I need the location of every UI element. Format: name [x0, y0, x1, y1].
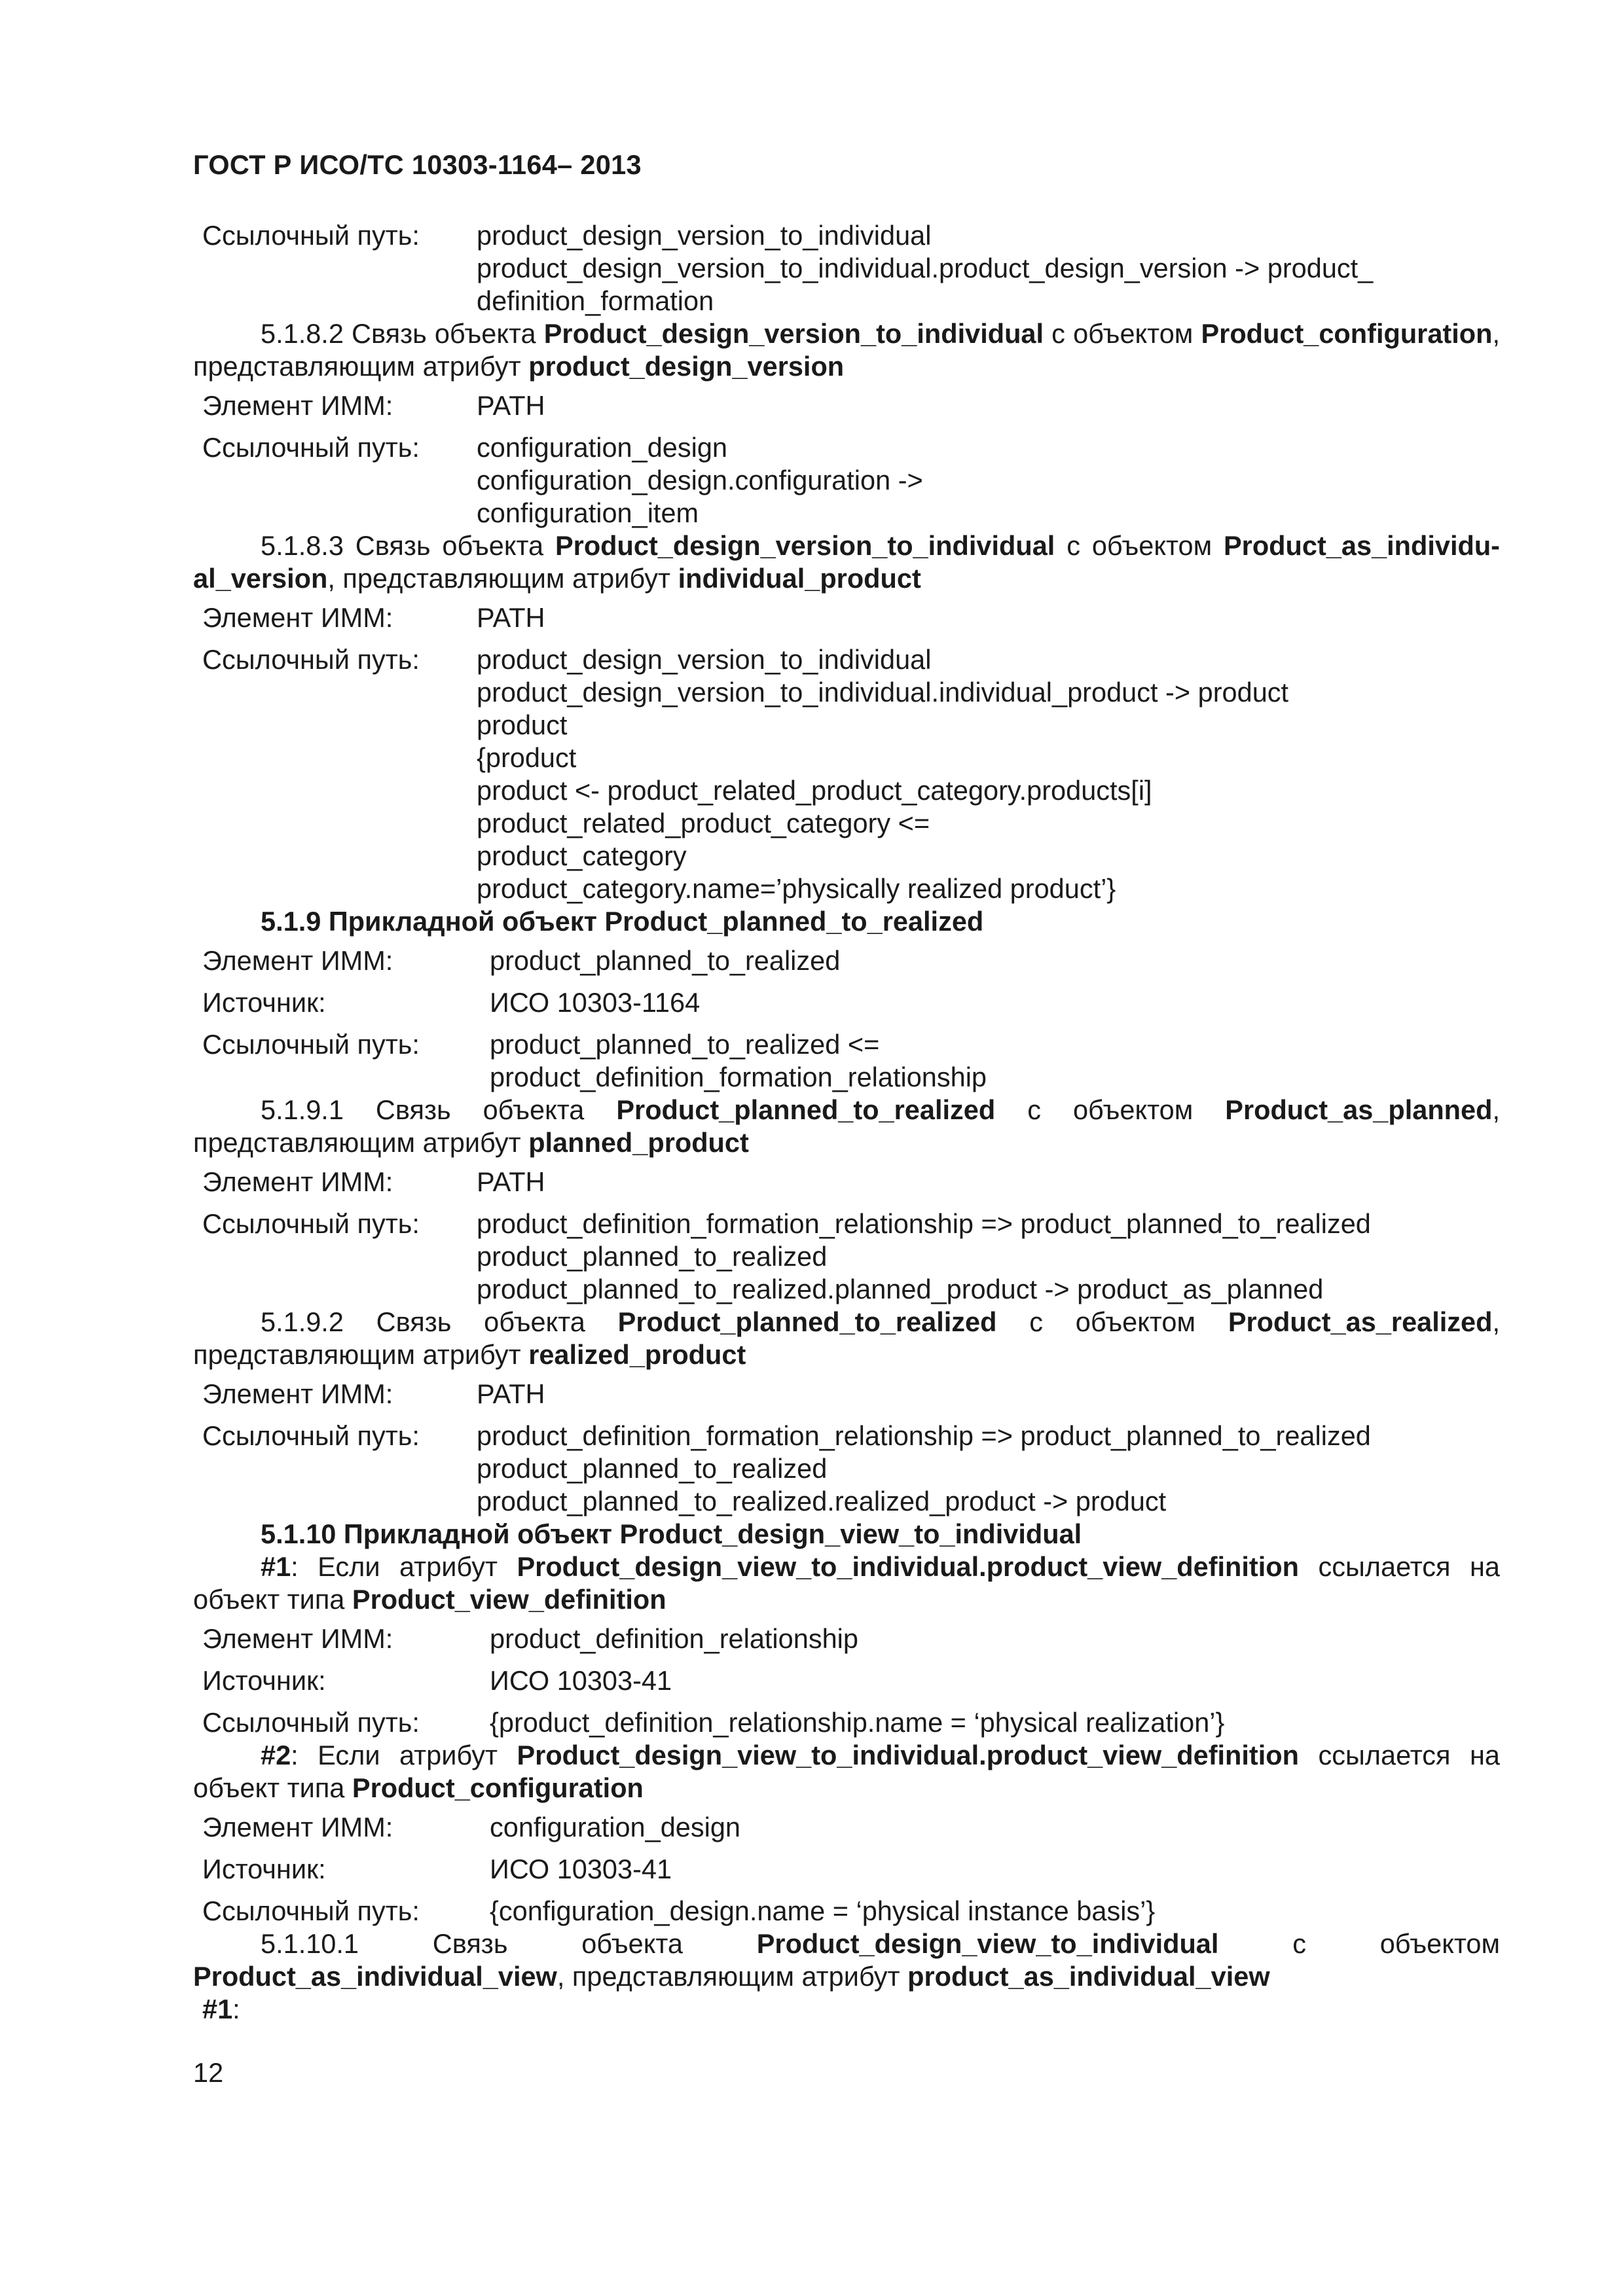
path-line: product <- product_related_product_category.products[i]: [477, 775, 1152, 806]
ref-path-label: Ссылочный путь:: [202, 220, 420, 251]
path-line: product_planned_to_realized.realized_product -> product: [477, 1486, 1167, 1516]
path-line: product_planned_to_realized <=: [490, 1029, 880, 1060]
document-body: [193, 219, 1500, 2026]
ref-path-value: [477, 431, 1500, 529]
imm-value: PATH: [477, 390, 545, 421]
path-line: product_planned_to_realized: [477, 1453, 828, 1484]
source-row: [193, 986, 1500, 1019]
paragraph-5-1-8-3: 5.1.8.3 Связь объекта Product_design_version_to_individual с объектом Product_as_individu-al_version, представляющим атрибут individual_product: [193, 530, 1500, 594]
imm-label: Элемент ИММ:: [202, 602, 393, 633]
paragraph-5-1-8-2: 5.1.8.2 Связь объекта Product_design_version_to_individual с объектом Product_configuration, представляющим атрибут product_design_version: [193, 318, 1500, 382]
ref-path-label: Ссылочный путь:: [202, 644, 420, 675]
imm-label: Элемент ИММ:: [202, 1812, 393, 1842]
path-line: product_planned_to_realized: [477, 1241, 828, 1272]
source-value: ИСО 10303-1164: [490, 987, 701, 1018]
source-label: Источник:: [202, 1854, 326, 1884]
condition-1: #1: Если атрибут Product_design_view_to_individual.product_view_definition ссылается на объект типа Product_view_definition: [193, 1551, 1500, 1615]
source-label: Источник:: [202, 987, 326, 1018]
path-line: product: [477, 709, 568, 740]
path-line: product_design_version_to_individual: [477, 220, 932, 251]
condition-2: #2: Если атрибут Product_design_view_to_individual.product_view_definition ссылается на объект типа Product_configuration: [193, 1740, 1500, 1803]
imm-row: [193, 601, 1500, 634]
ref-path-value: {product_definition_relationship.name = ‘physical realization’}: [490, 1707, 1225, 1738]
condition-marker: #1:: [202, 1994, 240, 2024]
path-line: product_category: [477, 840, 687, 871]
imm-row: [193, 389, 1500, 422]
ref-path-value: [477, 643, 1500, 905]
source-value: ИСО 10303-41: [490, 1854, 672, 1884]
ref-path-value: [477, 1208, 1500, 1306]
path-line: configuration_item: [477, 497, 699, 528]
path-line: definition_formation: [477, 285, 714, 316]
path-line: product_definition_formation_relationship => product_planned_to_realized: [477, 1420, 1371, 1451]
ref-path-value: {configuration_design.name = ‘physical instance basis’}: [490, 1895, 1156, 1926]
imm-value: product_planned_to_realized: [490, 945, 841, 976]
path-line: product_design_version_to_individual.individual_product -> product: [477, 677, 1289, 708]
ref-path-label: Ссылочный путь:: [202, 432, 420, 463]
ref-path-label: Ссылочный путь:: [202, 1420, 420, 1451]
imm-row: [193, 1811, 1500, 1844]
section-heading-5-1-10: 5.1.10 Прикладной объект Product_design_view_to_individual: [261, 1518, 1082, 1549]
path-line: product_definition_formation_relationship: [490, 1062, 987, 1092]
ref-path-label: Ссылочный путь:: [202, 1707, 420, 1738]
ref-path-value: [477, 1420, 1500, 1518]
ref-path-row: [193, 1028, 1500, 1094]
imm-label: Элемент ИММ:: [202, 390, 393, 421]
path-line: {product: [477, 742, 577, 773]
source-row: [193, 1664, 1500, 1697]
path-line: product_design_version_to_individual: [477, 644, 932, 675]
path-line: product_design_version_to_individual.product_design_version -> product_: [477, 253, 1374, 283]
paragraph-5-1-9-2: 5.1.9.2 Связь объекта Product_planned_to_realized с объектом Product_as_realized, представляющим атрибут realized_product: [193, 1306, 1500, 1370]
ref-path-value: [490, 1028, 1500, 1094]
path-line: product_definition_formation_relationship => product_planned_to_realized: [477, 1208, 1371, 1239]
imm-row: [193, 1378, 1500, 1410]
imm-row: [193, 944, 1500, 977]
imm-label: Элемент ИММ:: [202, 1378, 393, 1409]
imm-row: [193, 1166, 1500, 1198]
imm-value: PATH: [477, 1378, 545, 1409]
ref-path-value: [477, 219, 1500, 317]
ref-path-label: Ссылочный путь:: [202, 1029, 420, 1060]
ref-path-row: [193, 1420, 1500, 1518]
ref-path-row: [193, 1706, 1500, 1739]
path-line: product_related_product_category <=: [477, 808, 930, 838]
path-line: product_planned_to_realized.planned_product -> product_as_planned: [477, 1274, 1324, 1304]
imm-value: configuration_design: [490, 1812, 741, 1842]
page-number: 12: [193, 2057, 224, 2088]
ref-path-row: [193, 1895, 1500, 1928]
path-line: product_category.name=’physically realized product’}: [477, 873, 1116, 904]
imm-value: PATH: [477, 602, 545, 633]
imm-row: [193, 1623, 1500, 1655]
source-value: ИСО 10303-41: [490, 1665, 672, 1696]
section-heading-5-1-9: 5.1.9 Прикладной объект Product_planned_to_realized: [261, 906, 984, 937]
path-line: configuration_design: [477, 432, 728, 463]
imm-label: Элемент ИММ:: [202, 945, 393, 976]
imm-label: Элемент ИММ:: [202, 1166, 393, 1197]
imm-label: Элемент ИММ:: [202, 1623, 393, 1654]
ref-path-label: Ссылочный путь:: [202, 1895, 420, 1926]
ref-path-row: [193, 643, 1500, 905]
path-line: configuration_design.configuration ->: [477, 465, 923, 495]
paragraph-5-1-9-1: 5.1.9.1 Связь объекта Product_planned_to_realized с объектом Product_as_planned, представляющим атрибут planned_product: [193, 1094, 1500, 1158]
imm-value: PATH: [477, 1166, 545, 1197]
ref-path-label: Ссылочный путь:: [202, 1208, 420, 1239]
ref-path-row: [193, 219, 1500, 317]
source-label: Источник:: [202, 1665, 326, 1696]
paragraph-5-1-10-1: 5.1.10.1 Связь объекта Product_design_view_to_individual с объектом Product_as_individual_view, представляющим атрибут product_as_individual_view: [193, 1928, 1500, 1992]
ref-path-row: [193, 1208, 1500, 1306]
imm-value: product_definition_relationship: [490, 1623, 858, 1654]
source-row: [193, 1853, 1500, 1886]
document-header: ГОСТ Р ИСО/ТС 10303-1164– 2013: [193, 149, 642, 180]
ref-path-row: [193, 431, 1500, 529]
